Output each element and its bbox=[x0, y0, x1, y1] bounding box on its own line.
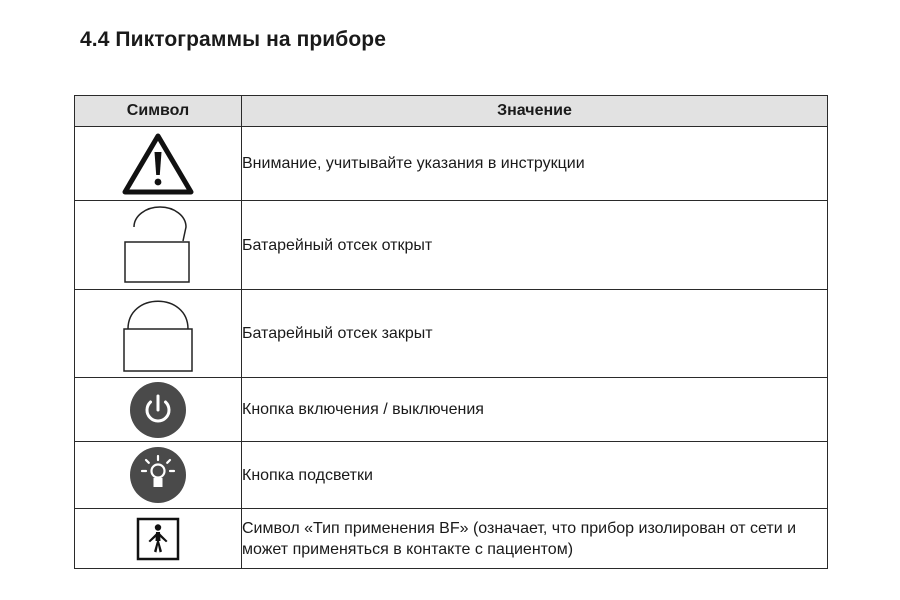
table-row bbox=[75, 127, 828, 201]
meaning-cell: Внимание, учитывайте указания в инструкции bbox=[242, 127, 828, 201]
symbol-cell bbox=[75, 127, 242, 201]
section-title: 4.4 Пиктограммы на приборе bbox=[80, 28, 386, 51]
meaning-cell: Символ «Тип применения BF» (означает, что прибор изолирован от сети и может применяться в контакте с пациентом) bbox=[242, 509, 828, 569]
meaning-cell: Батарейный отсек открыт bbox=[242, 201, 828, 290]
backlight-button-icon bbox=[129, 446, 187, 504]
symbol-cell bbox=[75, 442, 242, 509]
meaning-column-header: Значение bbox=[242, 96, 828, 127]
symbol-cell bbox=[75, 290, 242, 378]
type-bf-applied-part-icon bbox=[136, 517, 180, 561]
warning-triangle-icon bbox=[122, 133, 194, 195]
power-button-icon bbox=[129, 381, 187, 439]
symbol-cell bbox=[75, 378, 242, 442]
meaning-cell: Батарейный отсек закрыт bbox=[242, 290, 828, 378]
table-header-row bbox=[75, 96, 828, 127]
table-row bbox=[75, 442, 828, 509]
symbol-cell bbox=[75, 201, 242, 290]
table-row bbox=[75, 378, 828, 442]
symbol-cell bbox=[75, 509, 242, 569]
table-row bbox=[75, 201, 828, 290]
meaning-cell: Кнопка включения / выключения bbox=[242, 378, 828, 442]
battery-compartment-open-icon bbox=[122, 205, 194, 285]
battery-compartment-closed-icon bbox=[120, 294, 196, 374]
pictogram-table bbox=[74, 95, 828, 569]
table-row bbox=[75, 509, 828, 569]
table-row bbox=[75, 290, 828, 378]
symbol-column-header: Символ bbox=[75, 96, 242, 127]
meaning-cell: Кнопка подсветки bbox=[242, 442, 828, 509]
